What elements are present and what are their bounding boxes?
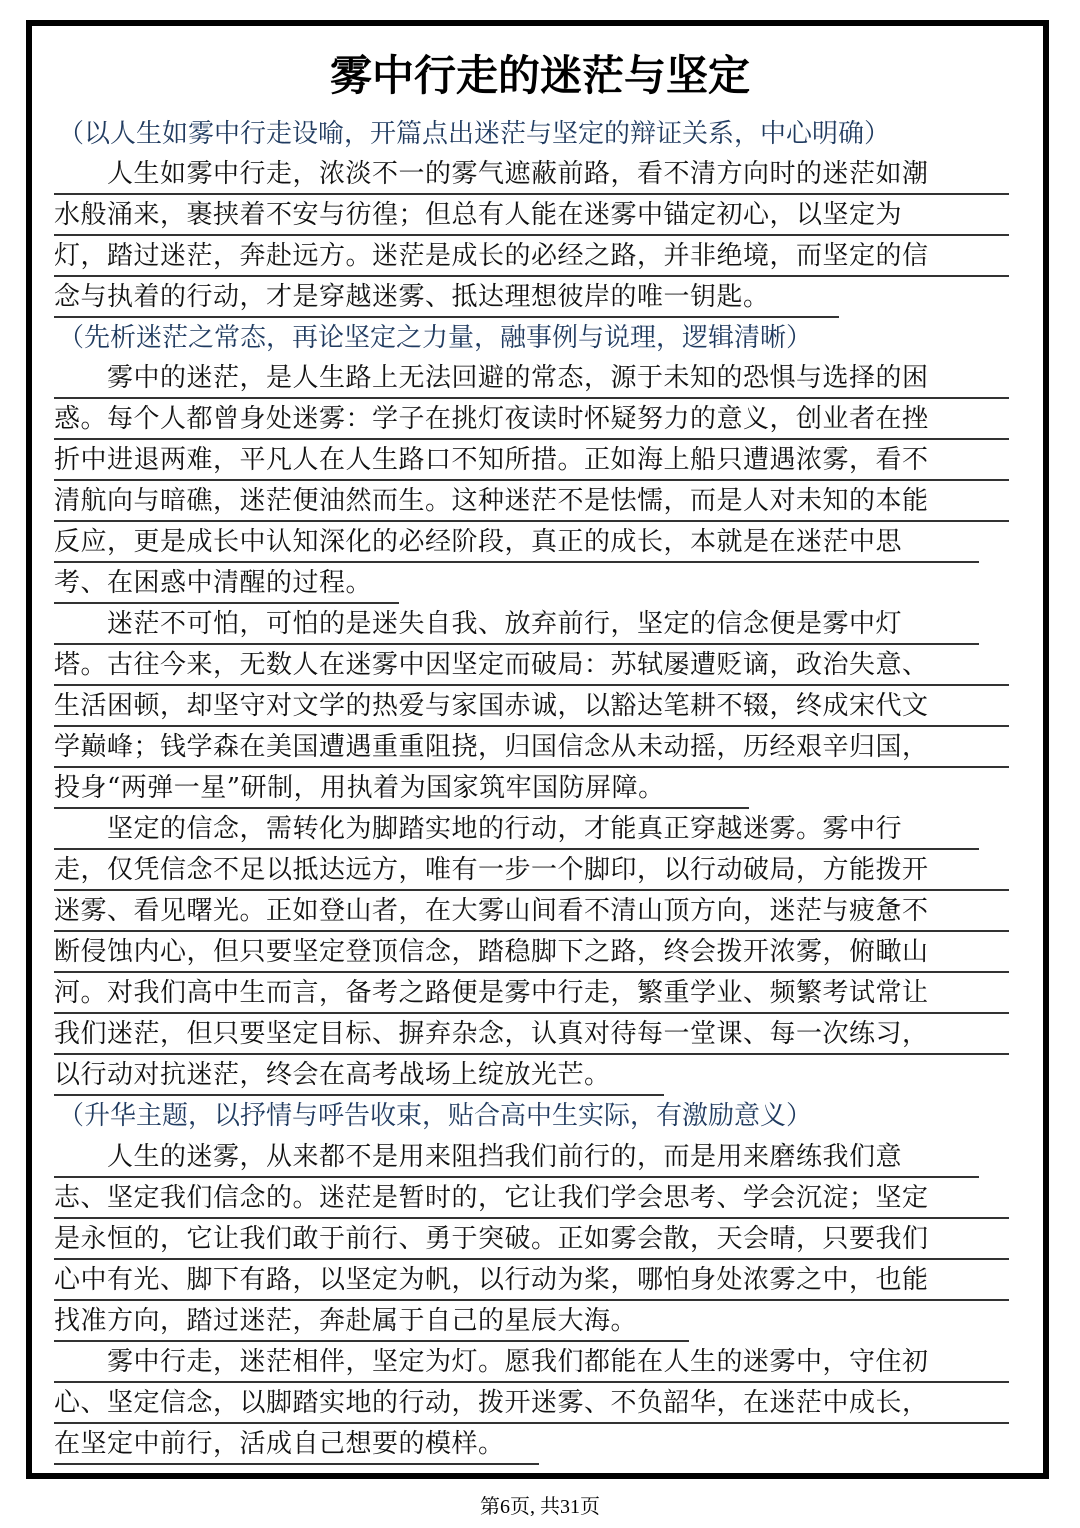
- text-line: 清航向与暗礁，迷茫便油然而生。这种迷茫不是怯懦，而是人对未知的本能: [54, 481, 1009, 522]
- text-line: 河。对我们高中生而言，备考之路便是雾中行走，繁重学业、频繁考试常让: [54, 973, 1009, 1014]
- text-line: 我们迷茫，但只要坚定目标、摒弃杂念，认真对待每一堂课、每一次练习，: [54, 1014, 1009, 1055]
- text-line: 惑。每个人都曾身处迷雾：学子在挑灯夜读时怀疑努力的意义，创业者在挫: [54, 399, 1009, 440]
- text-line: 心、坚定信念，以脚踏实地的行动，拨开迷雾、不负韶华，在迷茫中成长，: [54, 1383, 1009, 1424]
- text-line: 人生如雾中行走，浓淡不一的雾气遮蔽前路，看不清方向时的迷茫如潮: [54, 154, 1009, 195]
- text-line: 在坚定中前行，活成自己想要的模样。: [54, 1424, 539, 1465]
- text-line: 折中进退两难，平凡人在人生路口不知所措。正如海上船只遭遇浓雾，看不: [54, 440, 1009, 481]
- text-line: 人生的迷雾，从来都不是用来阻挡我们前行的，而是用来磨练我们意: [54, 1137, 979, 1178]
- text-line: 投身“两弹一星”研制，用执着为国家筑牢国防屏障。: [54, 768, 749, 809]
- paragraph-6: [54, 1342, 1009, 1465]
- text-line: 是永恒的，它让我们敢于前行、勇于突破。正如雾会散，天会晴，只要我们: [54, 1219, 1009, 1260]
- text-line: 志、坚定我们信念的。迷茫是暂时的，它让我们学会思考、学会沉淀；坚定: [54, 1178, 1009, 1219]
- paragraph-3: [54, 604, 1009, 809]
- text-line: 走，仅凭信念不足以抵达远方，唯有一步一个脚印，以行动破局，方能拨开: [54, 850, 1009, 891]
- paragraph-2: [54, 358, 1009, 604]
- text-line: 考、在困惑中清醒的过程。: [54, 563, 399, 604]
- text-line: 雾中的迷茫，是人生路上无法回避的常态，源于未知的恐惧与选择的困: [54, 358, 1009, 399]
- text-line: 雾中行走，迷茫相伴，坚定为灯。愿我们都能在人生的迷雾中，守住初: [54, 1342, 1009, 1383]
- text-line: 塔。古往今来，无数人在迷雾中因坚定而破局：苏轼屡遭贬谪，政治失意、: [54, 645, 1009, 686]
- text-line: 迷雾、看见曙光。正如登山者，在大雾山间看不清山顶方向，迷茫与疲惫不: [54, 891, 1009, 932]
- annotation-body: （先析迷茫之常态，再论坚定之力量，融事例与说理，逻辑清晰）: [58, 323, 813, 353]
- annotation-intro: （以人生如雾中行走设喻，开篇点出迷茫与坚定的辩证关系，中心明确）: [58, 119, 891, 149]
- text-line: 学巅峰；钱学森在美国遭遇重重阻挠，归国信念从未动摇，历经艰辛归国，: [54, 727, 1009, 768]
- annotation-conclusion: （升华主题，以抒情与呼告收束，贴合高中生实际，有激励意义）: [58, 1101, 813, 1131]
- essay-title: 雾中行走的迷茫与坚定: [329, 51, 750, 100]
- page-number: 第6页, 共31页: [480, 1496, 600, 1518]
- text-line: 找准方向，踏过迷茫，奔赴属于自己的星辰大海。: [54, 1301, 689, 1342]
- text-line: 念与执着的行动，才是穿越迷雾、抵达理想彼岸的唯一钥匙。: [54, 277, 839, 318]
- text-line: 灯，踏过迷茫，奔赴远方。迷茫是成长的必经之路，并非绝境，而坚定的信: [54, 236, 1009, 277]
- paragraph-4: [54, 809, 1009, 1096]
- text-line: 心中有光、脚下有路，以坚定为帆，以行动为桨，哪怕身处浓雾之中，也能: [54, 1260, 1009, 1301]
- text-line: 断侵蚀内心，但只要坚定登顶信念，踏稳脚下之路，终会拨开浓雾，俯瞰山: [54, 932, 1009, 973]
- text-line: 生活困顿，却坚守对文学的热爱与家国赤诚，以豁达笔耕不辍，终成宋代文: [54, 686, 1009, 727]
- text-line: 迷茫不可怕，可怕的是迷失自我、放弃前行，坚定的信念便是雾中灯: [54, 604, 979, 645]
- paragraph-5: [54, 1137, 1009, 1342]
- text-line: 水般涌来，裹挟着不安与彷徨；但总有人能在迷雾中锚定初心，以坚定为: [54, 195, 1009, 236]
- text-line: 以行动对抗迷茫，终会在高考战场上绽放光芒。: [54, 1055, 664, 1096]
- text-line: 反应，更是成长中认知深化的必经阶段，真正的成长，本就是在迷茫中思: [54, 522, 979, 563]
- text-line: 坚定的信念，需转化为脚踏实地的行动，才能真正穿越迷雾。雾中行: [54, 809, 979, 850]
- paragraph-1: [54, 154, 1009, 318]
